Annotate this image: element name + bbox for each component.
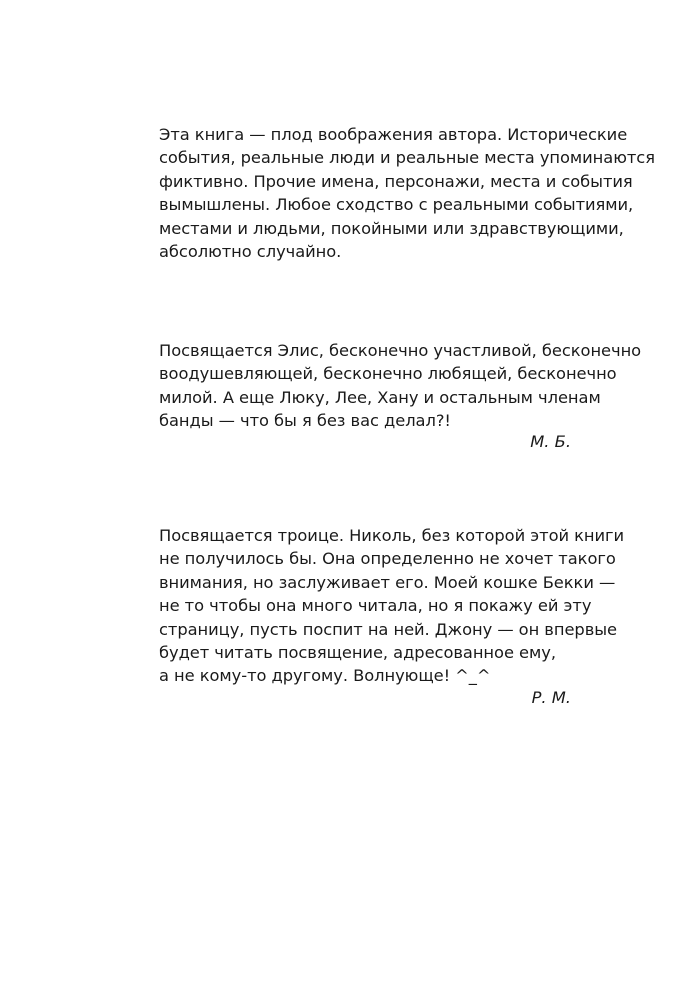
disclaimer-line: фиктивно. Прочие имена, персонажи, места и события	[159, 171, 633, 191]
dedication-line: не получилось бы. Она определенно не хочет такого	[159, 549, 616, 569]
dedication-line: Посвящается троице. Николь, без которой этой книги	[159, 526, 625, 545]
disclaimer-line: вымышлены. Любое сходство с реальными событиями,	[159, 195, 634, 215]
signature-mb: М. Б.	[530, 432, 571, 451]
dedication-line: будет читать посвящение, адресованное ему,	[159, 643, 556, 663]
disclaimer-line: абсолютно случайно.	[159, 242, 342, 262]
dedication-line: Посвящается Элис, бесконечно участливой, бесконечно	[159, 341, 642, 360]
signature-rm: Р. М.	[531, 688, 571, 707]
dedication-line: не то чтобы она много читала, но я покажу ей эту	[159, 596, 592, 616]
dedication-line: воодушевляющей, бесконечно любящей, бесконечно	[159, 364, 617, 384]
dedication-line: а не кому-то другому. Волнующе! ^_^	[159, 666, 491, 686]
disclaimer-line: события, реальные люди и реальные места упоминаются	[159, 148, 655, 168]
dedication-paragraph-2	[159, 524, 625, 688]
dedication-line: внимания, но заслуживает его. Моей кошке Бекки —	[159, 572, 616, 592]
dedication-line: банды — что бы я без вас делал?!	[159, 411, 451, 431]
disclaimer-paragraph	[159, 123, 655, 263]
disclaimer-line: Эта книга — плод воображения автора. Исторические	[159, 125, 628, 144]
dedication-line: страницу, пусть поспит на ней. Джону — он впервые	[159, 619, 618, 639]
dedication-line: милой. А еще Люку, Лее, Хану и остальным членам	[159, 387, 601, 407]
dedication-paragraph-1	[159, 339, 642, 433]
disclaimer-line: местами и людьми, покойными или здравствующими,	[159, 218, 624, 238]
